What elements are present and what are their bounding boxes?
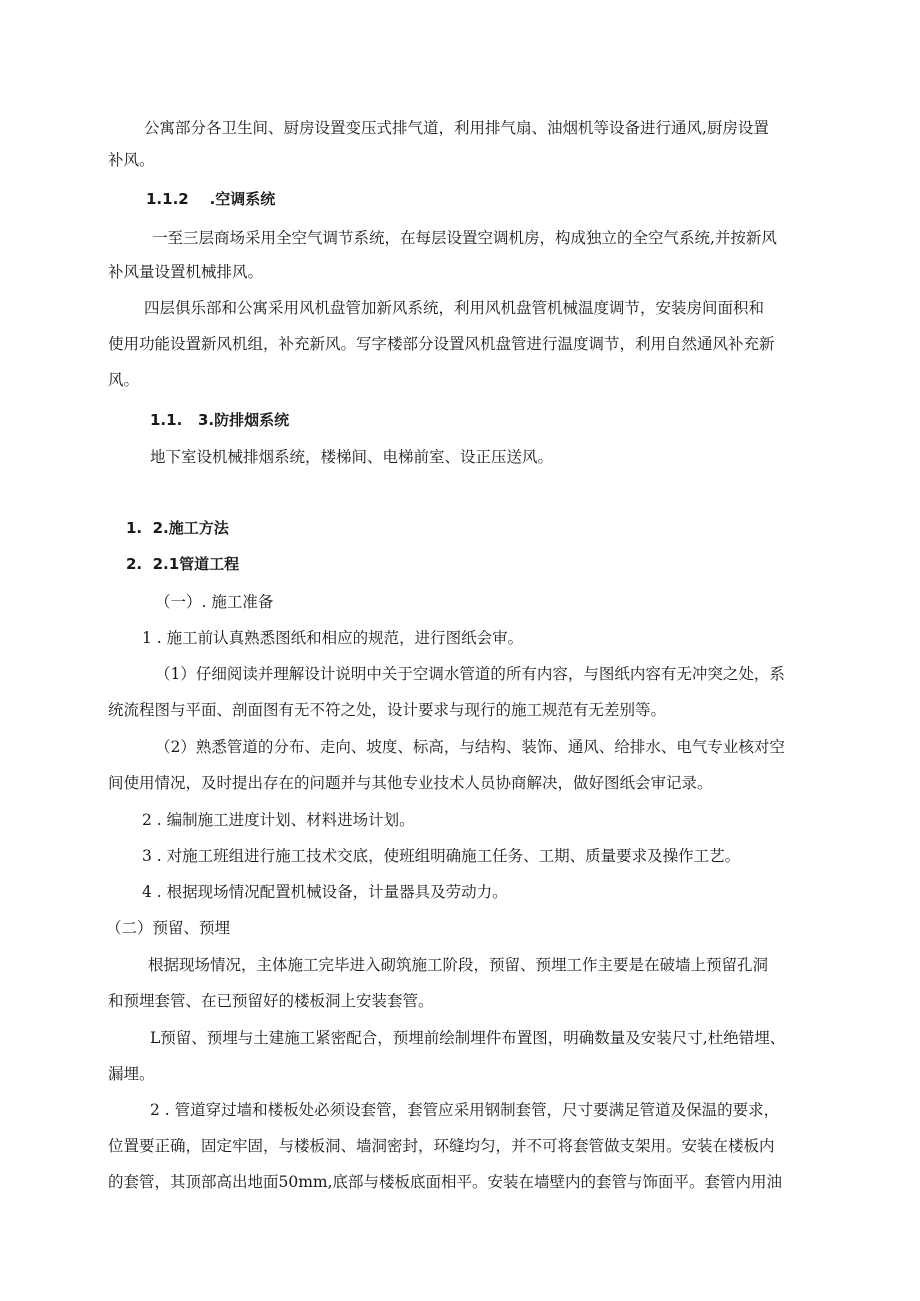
heading-number: 1.1. — [150, 411, 183, 429]
list-item: 4 . 根据现场情况配置机械设备，计量器具及劳动力。 — [142, 883, 508, 901]
subsection-heading: （一）. 施工准备 — [155, 593, 274, 611]
subsection-heading: （二）预留、预埋 — [106, 919, 231, 937]
heading-title: 3.防排烟系统 — [197, 411, 290, 429]
section-heading-1-2 — [126, 518, 229, 538]
paragraph-line: L预留、预埋与土建施工紧密配合，预埋前绘制埋件布置图，明确数量及安装尺寸,杜绝错埋、 — [150, 1029, 786, 1047]
paragraph-line: 和预埋套管、在已预留好的楼板洞上安装套管。 — [108, 992, 434, 1010]
paragraph-line: 位置要正确，固定牢固，与楼板洞、墙洞密封，环缝均匀，并不可将套管做支架用。安装在楼板内 — [108, 1137, 775, 1155]
section-heading-1-1-3 — [150, 410, 289, 430]
heading-title: 2.施工方法 — [152, 519, 229, 537]
list-item: 3 . 对施工班组进行施工技术交底，使班组明确施工任务、工期、质量要求及操作工艺。 — [142, 847, 741, 865]
list-item: 2 . 管道穿过墙和楼板处必须设套管，套管应采用钢制套管，尺寸要满足管道及保温的要求， — [150, 1101, 780, 1119]
paragraph-line: 补风量设置机械排风。 — [108, 263, 264, 281]
heading-title: 2.1管道工程 — [152, 555, 240, 573]
paragraph-line: 风。 — [108, 371, 140, 389]
paragraph-line: （1）仔细阅读并理解设计说明中关于空调水管道的所有内容，与图纸内容有无冲突之处，系 — [155, 665, 785, 683]
paragraph-line: 公寓部分各卫生间、厨房设置变压式排气道，利用排气扇、油烟机等设备进行通风,厨房设置 — [144, 119, 769, 137]
paragraph-line: 地下室设机械排烟系统，楼梯间、电梯前室、设正压送风。 — [150, 448, 554, 466]
heading-number: 2. — [126, 555, 143, 573]
paragraph-line: 四层俱乐部和公寓采用风机盘管加新风系统，利用风机盘管机械温度调节，安装房间面积和 — [144, 299, 765, 317]
list-item: 1 . 施工前认真熟悉图纸和相应的规范，进行图纸会审。 — [142, 629, 524, 647]
paragraph-line: 统流程图与平面、剖面图有无不符之处，设计要求与现行的施工规范有无差别等。 — [108, 701, 667, 719]
heading-number: 1. — [126, 519, 143, 537]
paragraph-line: 间使用情况，及时提出存在的问题并与其他专业技术人员协商解决，做好图纸会审记录。 — [108, 774, 713, 792]
paragraph-line: 使用功能设置新风机组，补充新风。写字楼部分设置风机盘管进行温度调节，利用自然通风补充新 — [108, 335, 775, 353]
heading-number: 1.1.2 — [146, 190, 189, 208]
section-heading-1-1-2 — [146, 189, 275, 209]
paragraph-line: 的套管，其顶部高出地面50mm,底部与楼板底面相平。安装在墙壁内的套管与饰面平。套管内用油 — [108, 1173, 783, 1191]
paragraph-line: 根据现场情况，主体施工完毕进入砌筑施工阶段，预留、预埋工作主要是在破墙上预留孔洞 — [148, 956, 769, 974]
paragraph-line: 漏埋。 — [108, 1065, 155, 1083]
paragraph-line: （2）熟悉管道的分布、走向、坡度、标高，与结构、装饰、通风、给排水、电气专业核对空 — [155, 738, 785, 756]
paragraph-line: 一至三层商场采用全空气调节系统，在每层设置空调机房，构成独立的全空气系统,并按新风 — [152, 229, 777, 247]
heading-title: .空调系统 — [209, 190, 276, 208]
paragraph-line: 补风。 — [108, 151, 155, 169]
section-heading-2-2-1 — [126, 554, 239, 574]
list-item: 2 . 编制施工进度计划、材料进场计划。 — [142, 811, 415, 829]
